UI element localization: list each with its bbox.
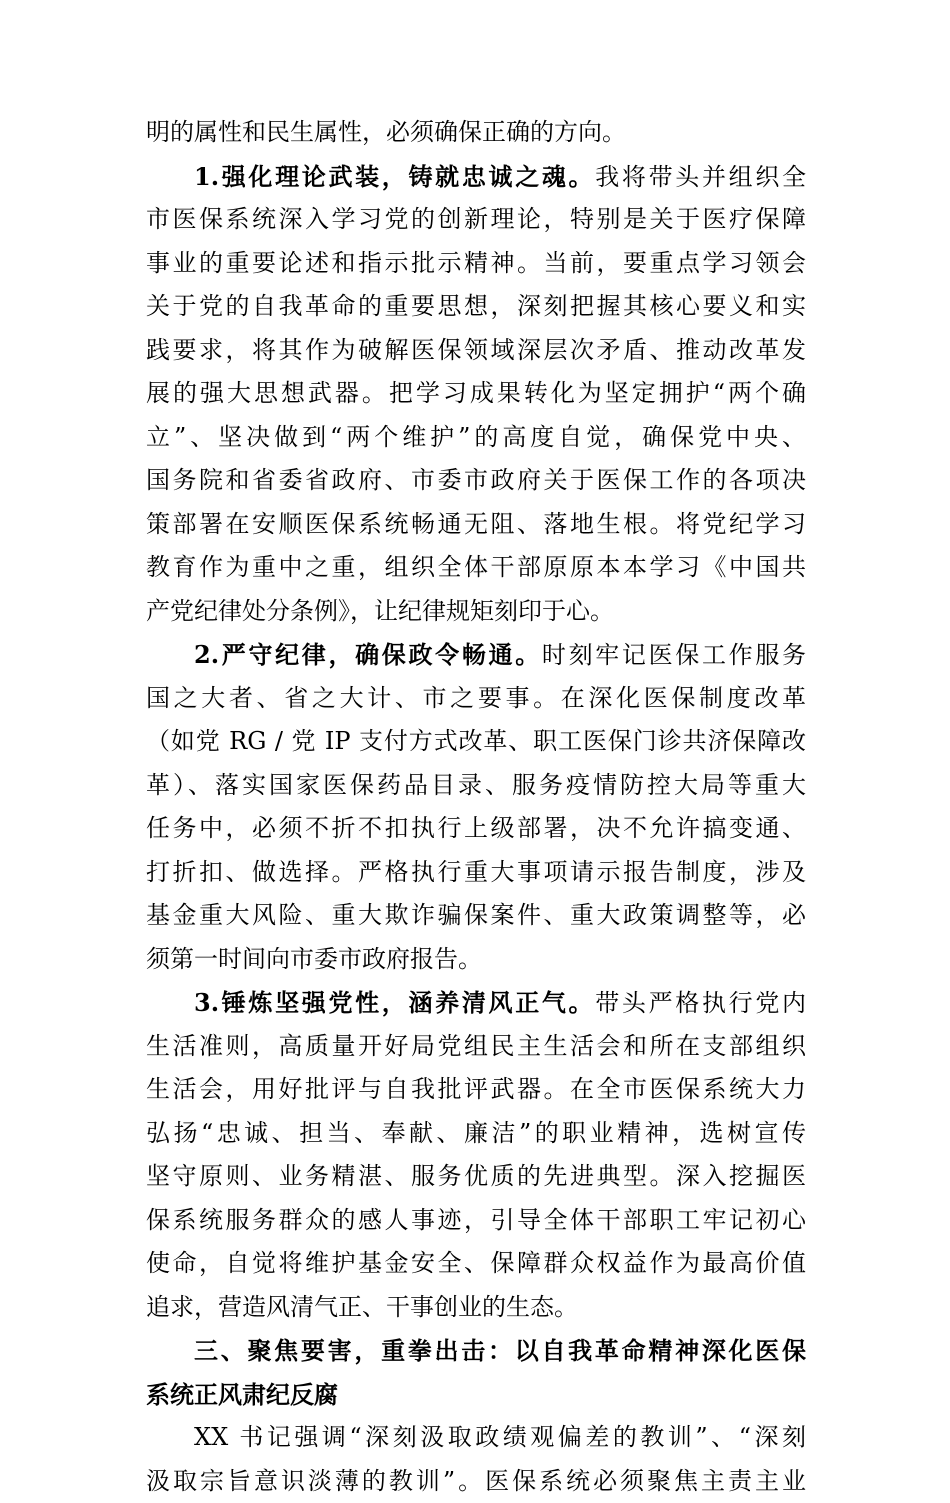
line-text: 国务院和省委省政府、市委市政府关于医保工作的各项决	[146, 466, 806, 494]
line-text: 关于党的自我革命的重要思想，深刻把握其核心要义和实	[146, 292, 806, 320]
line-text: 策部署在安顺医保系统畅通无阻、落地生根。将党纪学习	[146, 510, 806, 538]
line-text: 立”、坚决做到“两个维护”的高度自觉，确保党中央、	[146, 423, 806, 451]
line-text: 弘扬“忠诚、担当、奉献、廉洁”的职业精神，选树宣传	[146, 1119, 806, 1147]
text-line	[146, 1329, 806, 1373]
text-line	[146, 546, 806, 590]
line-text: 明的属性和民生属性，必须确保正确的方向。	[146, 118, 626, 146]
line-text: XX 书记强调“深刻汲取政绩观偏差的教训”、“深刻	[194, 1423, 806, 1451]
line-text: 三、聚焦要害，重拳出击：以自我革命精神深化医保	[194, 1336, 806, 1365]
line-text: 基金重大风险、重大欺诈骗保案件、重大政策调整等，必	[146, 901, 806, 929]
paragraph-heading: 2.严守纪律，确保政令畅通。	[194, 640, 542, 669]
paragraph-heading: 3.锤炼坚强党性，涵养清风正气。	[194, 988, 595, 1017]
text-line	[146, 459, 806, 503]
text-line	[146, 851, 806, 895]
document-page	[146, 111, 806, 1503]
line-text: 产党纪律处分条例》，让纪律规矩刻印于心。	[146, 597, 614, 625]
text-line	[146, 1460, 806, 1503]
text-line	[146, 938, 806, 982]
text-line	[146, 1242, 806, 1286]
text-line	[146, 677, 806, 721]
line-text: 使命，自觉将维护基金安全、保障群众权益作为最高价值	[146, 1249, 806, 1277]
line-text: 须第一时间向市委市政府报告。	[146, 945, 482, 973]
line-text: 带头严格执行党内	[595, 989, 806, 1017]
text-line	[146, 894, 806, 938]
text-line	[146, 372, 806, 416]
line-text: 保系统服务群众的感人事迹，引导全体干部职工牢记初心	[146, 1206, 806, 1234]
text-line	[146, 981, 806, 1025]
text-line	[146, 720, 806, 764]
line-text: 我将带头并组织全	[595, 163, 806, 191]
line-text: 事业的重要论述和指示批示精神。当前，要重点学习领会	[146, 249, 806, 277]
line-text: 汲取宗旨意识淡薄的教训”。医保系统必须聚焦主责主业	[146, 1467, 806, 1495]
text-line	[146, 807, 806, 851]
text-line	[146, 1025, 806, 1069]
text-line	[146, 285, 806, 329]
line-text: 追求，营造风清气正、干事创业的生态。	[146, 1293, 578, 1321]
line-text: 任务中，必须不折不扣执行上级部署，决不允许搞变通、	[146, 814, 806, 842]
text-line	[146, 1416, 806, 1460]
text-line	[146, 1112, 806, 1156]
text-line	[146, 633, 806, 677]
text-line	[146, 1373, 806, 1417]
line-text: 教育作为重中之重，组织全体干部原原本本学习《中国共	[146, 553, 806, 581]
line-text: 展的强大思想武器。把学习成果转化为坚定拥护“两个确	[146, 379, 806, 407]
line-text: 革）、落实国家医保药品目录、服务疫情防控大局等重大	[146, 771, 806, 799]
text-line	[146, 329, 806, 373]
text-line	[146, 764, 806, 808]
line-text: 生活准则，高质量开好局党组民主生活会和所在支部组织	[146, 1032, 806, 1060]
text-line	[146, 111, 806, 155]
text-line	[146, 590, 806, 634]
line-text: 市医保系统深入学习党的创新理论，特别是关于医疗保障	[146, 205, 806, 233]
line-text: 坚守原则、业务精湛、服务优质的先进典型。深入挖掘医	[146, 1162, 806, 1190]
line-text: （如党 RG / 党 IP 支付方式改革、职工医保门诊共济保障改	[146, 727, 806, 755]
text-line	[146, 1199, 806, 1243]
text-line	[146, 503, 806, 547]
text-line	[146, 1068, 806, 1112]
text-line	[146, 416, 806, 460]
line-text: 打折扣、做选择。严格执行重大事项请示报告制度，涉及	[146, 858, 806, 886]
paragraph-heading: 1.强化理论武装，铸就忠诚之魂。	[194, 162, 595, 191]
line-text: 系统正风肃纪反腐	[146, 1380, 338, 1409]
line-text: 生活会，用好批评与自我批评武器。在全市医保系统大力	[146, 1075, 806, 1103]
text-line	[146, 242, 806, 286]
text-line	[146, 1286, 806, 1330]
line-text: 国之大者、省之大计、市之要事。在深化医保制度改革	[146, 684, 806, 712]
text-line	[146, 198, 806, 242]
line-text: 时刻牢记医保工作服务	[542, 641, 806, 669]
line-text: 践要求，将其作为破解医保领域深层次矛盾、推动改革发	[146, 336, 806, 364]
text-line	[146, 1155, 806, 1199]
text-line	[146, 155, 806, 199]
